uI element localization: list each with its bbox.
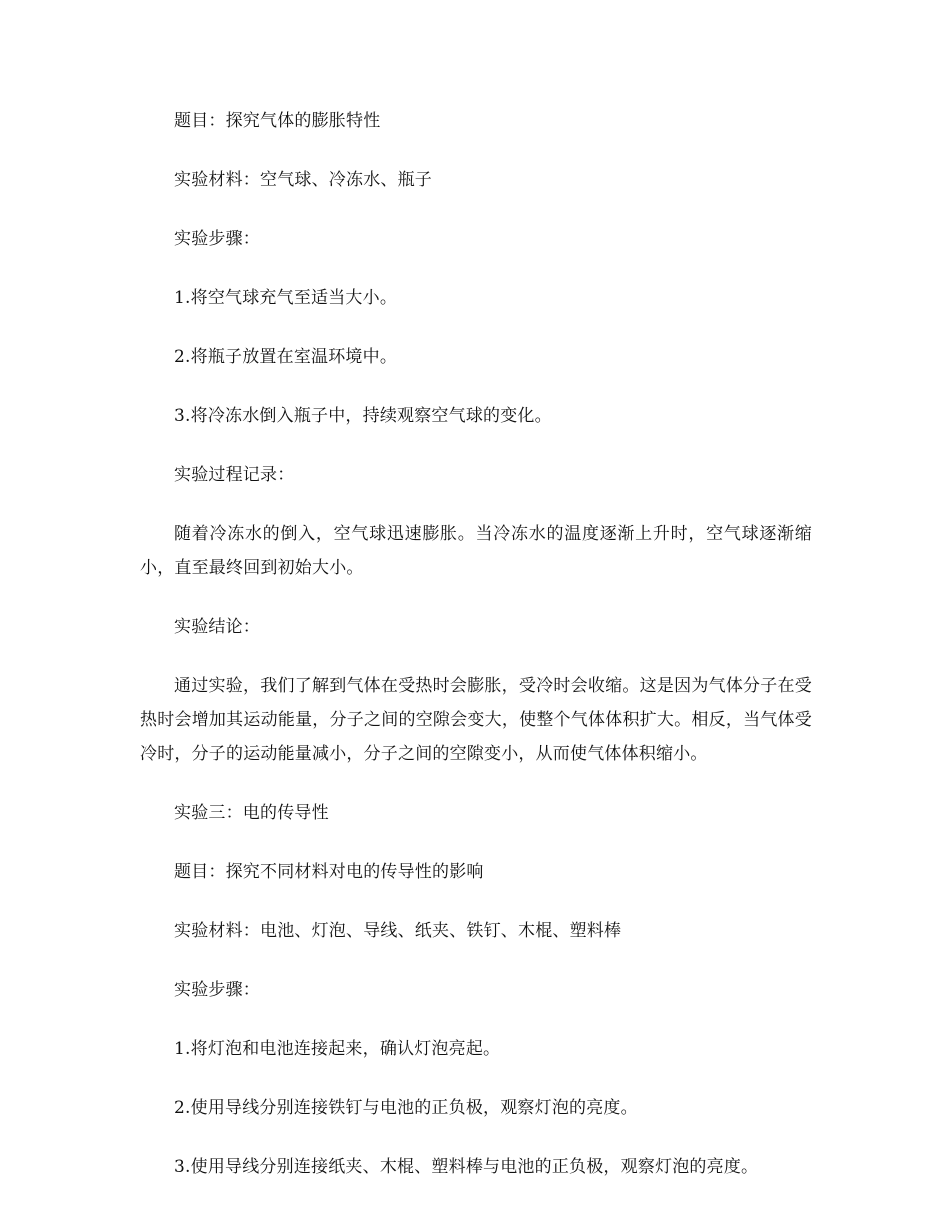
materials-line: 实验材料：电池、灯泡、导线、纸夹、铁钉、木棍、塑料棒: [174, 921, 622, 941]
record-paragraph: 随着冷冻水的倒入，空气球迅速膨胀。当冷冻水的温度逐渐上升时，空气球逐渐缩小，直至最终回到初始大小。: [140, 524, 812, 578]
topic-heading: 题目：探究气体的膨胀特性: [174, 111, 381, 131]
steps-heading: 实验步骤：: [174, 229, 260, 249]
step-item: 1.将灯泡和电池连接起来，确认灯泡亮起。: [174, 1039, 501, 1059]
step-item: 2.将瓶子放置在室温环境中。: [174, 347, 398, 367]
record-heading: 实验过程记录：: [174, 465, 295, 485]
document-body: [140, 104, 812, 1209]
step-item: 3.将冷冻水倒入瓶子中，持续观察空气球的变化。: [174, 406, 552, 426]
conclusion-heading: 实验结论：: [174, 617, 260, 637]
topic-heading: 题目：探究不同材料对电的传导性的影响: [174, 862, 484, 882]
materials-line: 实验材料：空气球、冷冻水、瓶子: [174, 170, 432, 190]
experiment-title: 实验三：电的传导性: [174, 803, 329, 823]
step-item: 3.使用导线分别连接纸夹、木棍、塑料棒与电池的正负极，观察灯泡的亮度。: [174, 1157, 759, 1177]
conclusion-paragraph: 通过实验，我们了解到气体在受热时会膨胀，受冷时会收缩。这是因为气体分子在受热时会增加其运动能量，分子之间的空隙会变大，使整个气体体积扩大。相反，当气体受冷时，分子的运动能量减小，分子之间的空隙变小，从而使气体体积缩小。: [140, 676, 812, 764]
step-item: 2.使用导线分别连接铁钉与电池的正负极，观察灯泡的亮度。: [174, 1098, 638, 1118]
steps-heading: 实验步骤：: [174, 980, 260, 1000]
step-item: 1.将空气球充气至适当大小。: [174, 288, 398, 308]
